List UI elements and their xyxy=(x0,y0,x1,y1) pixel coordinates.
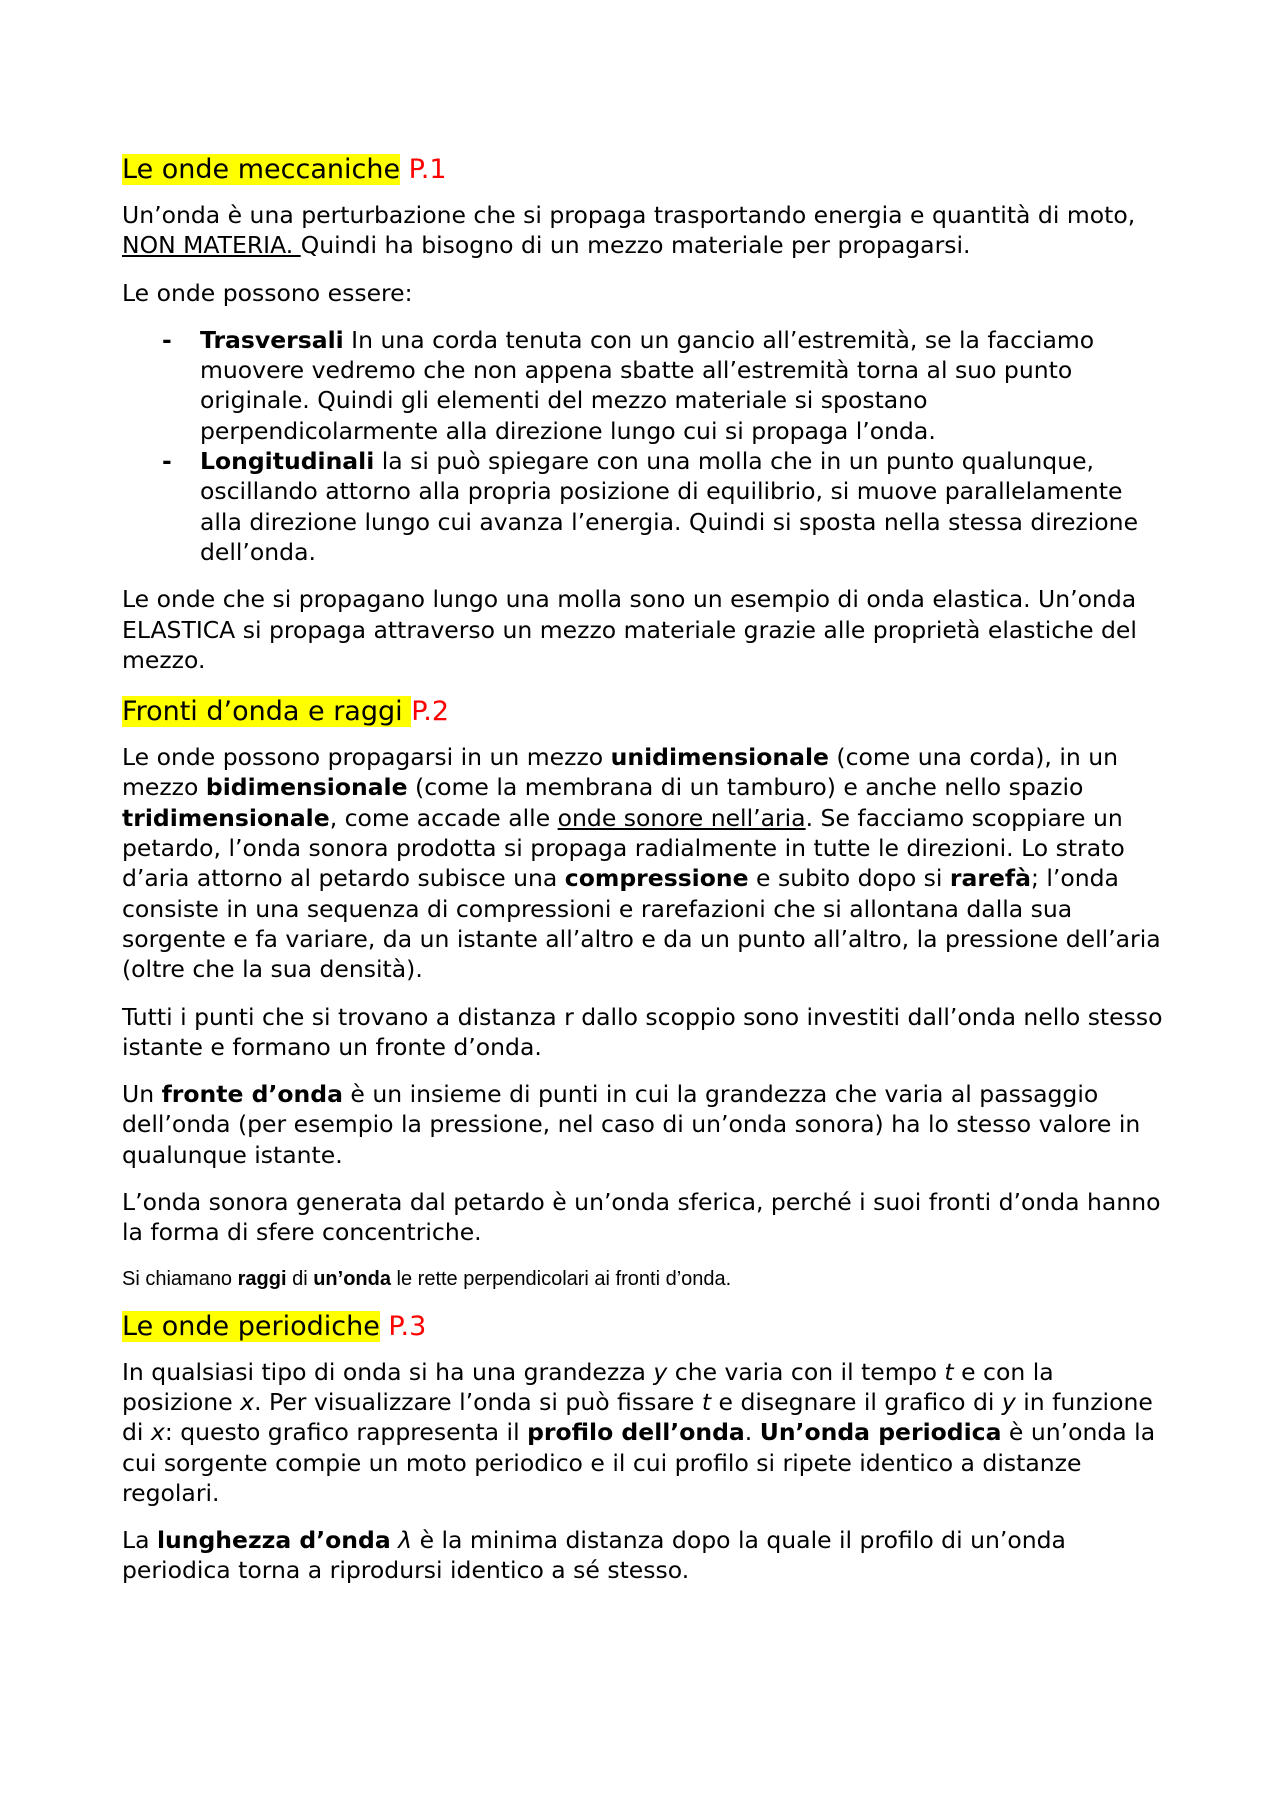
italic-variable: y xyxy=(1001,1387,1016,1416)
bold-term: fronte d’onda xyxy=(161,1080,343,1109)
bold-term: tridimensionale xyxy=(122,803,330,832)
bold-term: profilo dell’onda xyxy=(527,1418,745,1447)
document-page xyxy=(122,150,1167,1603)
text-run: In qualsiasi tipo di onda si ha una grandezza xyxy=(122,1357,654,1386)
paragraph-definizione-onda xyxy=(122,200,1167,261)
bold-term: lunghezza d’onda xyxy=(156,1526,391,1555)
text-run: Un’onda è una perturbazione che si propaga trasportando energia e quantità di moto, xyxy=(122,201,1136,229)
text-run: (come una corda), in un mezzo xyxy=(122,743,1119,802)
page-reference: P.1 xyxy=(408,154,447,185)
page-reference: P.2 xyxy=(411,696,450,728)
text-run: Quindi ha bisogno di un mezzo materiale per propagarsi. xyxy=(300,231,971,260)
section-heading-onde-meccaniche xyxy=(122,150,1167,190)
text-run: e disegnare il grafico di xyxy=(711,1387,1002,1416)
paragraph-propagazione xyxy=(122,742,1167,984)
paragraph-onda-sferica: L’onda sonora generata dal petardo è un’onda sferica, perché i suoi fronti d’onda hanno la forma di sfere concentriche. xyxy=(122,1188,1161,1247)
section-heading-onde-periodiche xyxy=(122,1307,1167,1347)
bold-term: unidimensionale xyxy=(610,743,829,772)
text-run: La xyxy=(122,1526,157,1555)
underlined-text: onde sonore nell’aria xyxy=(557,803,806,832)
list-term: Longitudinali xyxy=(200,447,375,476)
text-run: è un insieme di punti in cui la grandezza che varia al passaggio dell’onda (per esempio la pressione, nel caso di un’onda sonora) ha lo stesso valore in qualunque istante. xyxy=(122,1080,1141,1169)
text-run: , come accade alle xyxy=(329,803,558,832)
bold-term: rarefà xyxy=(949,864,1031,893)
text-run: di xyxy=(286,1267,314,1290)
italic-variable: t xyxy=(944,1357,954,1386)
list-text: la si può spiegare con una molla che in un punto qualunque, oscillando attorno alla propria posizione di equilibrio, si muove parallelamente alla direzione lungo cui avanza l’energia. Quindi si sposta nella stessa direzione dell’onda. xyxy=(200,447,1139,566)
paragraph-onda-elastica: Le onde che si propagano lungo una molla sono un esempio di onda elastica. Un’onda ELASTICA si propaga attraverso un mezzo materiale grazie alle proprietà elastiche del mezzo. xyxy=(122,585,1137,674)
text-run: le rette perpendicolari ai fronti d’onda. xyxy=(390,1267,732,1290)
text-run: (come la membrana di un tamburo) e anche nello spazio xyxy=(407,773,1084,802)
italic-variable: t xyxy=(701,1387,712,1416)
italic-variable: x xyxy=(240,1387,255,1416)
list-text: In una corda tenuta con un gancio all’estremità, se la facciamo muovere vedremo che non appena sbatte all’estremità torna al suo punto originale. Quindi gli elementi del mezzo materiale si spostano perpendicolarmente alla direzione lungo cui si propaga l’onda. xyxy=(200,325,1095,445)
paragraph-fronte-onda xyxy=(122,1079,1167,1170)
list-item xyxy=(122,446,1167,567)
text-run: Un xyxy=(122,1080,162,1109)
text-run: in funzione di xyxy=(122,1387,1153,1447)
text-run: è la minima distanza dopo la quale il profilo di un’onda periodica torna a riprodursi identico a sé stesso. xyxy=(122,1526,1066,1585)
heading-title: Le onde periodiche xyxy=(122,1310,380,1342)
list-item xyxy=(122,325,1167,446)
page-reference: P.3 xyxy=(388,1310,427,1342)
section-heading-fronti-onda xyxy=(122,692,1167,732)
bold-term: raggi xyxy=(237,1267,287,1290)
text-run: e subito dopo si xyxy=(748,864,950,893)
underlined-text: NON MATERIA. xyxy=(122,231,301,260)
heading-title: Le onde meccaniche xyxy=(122,154,401,185)
paragraph-tipi-onde: Le onde possono essere: xyxy=(122,278,413,307)
list-term: Trasversali xyxy=(200,325,344,354)
paragraph-profilo-onda xyxy=(122,1357,1167,1508)
text-run: : questo grafico rappresenta il xyxy=(164,1418,528,1447)
text-run: Si chiamano xyxy=(122,1267,238,1290)
text-run: . Se facciamo scoppiare un petardo, l’onda sonora prodotta si propaga radialmente in tutte le direzioni. Lo strato d’aria attorno al petardo subisce una xyxy=(122,803,1125,893)
text-run: che varia con il tempo xyxy=(667,1357,945,1386)
paragraph-lunghezza-onda xyxy=(122,1525,1167,1586)
wave-types-list xyxy=(122,325,1167,567)
italic-variable: λ xyxy=(398,1526,413,1555)
text-run: e con la posizione xyxy=(122,1357,1054,1416)
bold-term: un’onda xyxy=(313,1267,391,1290)
text-run: ; l’onda consiste in una sequenza di compressioni e rarefazioni che si allontana dalla sua sorgente e fa variare, da un istante all’altro e da un punto all’altro, la pressione dell’aria (oltre che la sua densità). xyxy=(122,864,1161,984)
text-run: . Per visualizzare l’onda si può fissare xyxy=(254,1387,702,1416)
text-run: . xyxy=(744,1418,760,1447)
text-run: Le onde possono propagarsi in un mezzo xyxy=(122,743,611,772)
dash-bullet: - xyxy=(162,447,172,476)
dash-bullet: - xyxy=(162,325,172,354)
paragraph-punti-distanza: Tutti i punti che si trovano a distanza r dallo scoppio sono investiti dall’onda nello stesso istante e formano un fronte d’onda. xyxy=(122,1002,1163,1061)
paragraph-raggi xyxy=(122,1265,1167,1293)
bold-term: compressione xyxy=(564,864,749,893)
bold-term: Un’onda periodica xyxy=(759,1418,1002,1447)
italic-variable: x xyxy=(150,1418,165,1447)
italic-variable: y xyxy=(653,1357,668,1386)
bold-term: bidimensionale xyxy=(205,773,408,802)
heading-title: Fronti d’onda e raggi xyxy=(122,696,412,728)
text-run: è un’onda la cui sorgente compie un moto periodico e il cui profilo si ripete identico a distanze regolari. xyxy=(122,1418,1156,1507)
